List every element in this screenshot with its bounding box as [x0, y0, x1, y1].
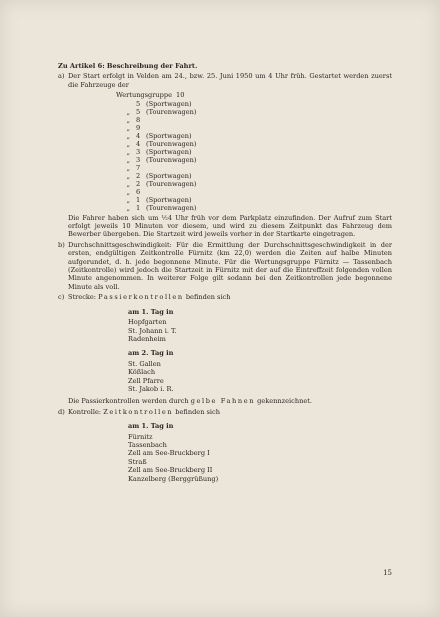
group-row-number: 6	[136, 187, 141, 196]
section-c-note-prefix: Die Passierkontrollen werden durch	[68, 397, 189, 406]
group-list	[58, 100, 392, 212]
group-row-number: 3	[136, 147, 141, 156]
section-a	[58, 72, 392, 89]
group-row	[58, 196, 392, 204]
group-row-ditto: „	[126, 195, 130, 204]
article-heading: Zu Artikel 6: Beschreibung der Fahrt.	[58, 62, 198, 70]
location-item: Tassenbach	[128, 440, 167, 449]
group-row-type: (Sportwagen)	[146, 131, 192, 140]
section-c-note-spaced: gelbe Fahnen	[190, 397, 256, 406]
group-row	[58, 204, 392, 212]
section-c-text	[68, 293, 392, 301]
group-row-number: 7	[136, 163, 141, 172]
group-row	[58, 180, 392, 188]
location-item: Hopfgarten	[128, 318, 167, 327]
location-item: Fürnitz	[128, 432, 153, 441]
section-d-text	[68, 408, 392, 416]
group-row-type: (Sportwagen)	[146, 147, 192, 156]
section-d-spaced: Zeitkontrollen	[103, 407, 174, 416]
group-row-number: 8	[136, 115, 141, 124]
group-row-type: (Tourenwagen)	[146, 203, 197, 212]
section-b-text: Durchschnittsgeschwindigkeit: Für die Ermittlung der Durchschnittsgeschwindigkeit in der ersten, endgültigen Zeitkontrolle Fürnitz (km 22,0) werden die Zeiten auf halbe Minuten aufgerundet, d. h. jede begonnene Minute. Für die Wertungsgruppe Fürnitz — Tassenbach (Zeitkontrolle) wird jedoch die Startzeit in Fürnitz mit der auf die Eintreffzeit folgenden vollen Minute angenommen. In weiterer Folge gilt sodann bei den Zeitkontrollen jede begonnene Minute als voll.	[68, 240, 392, 291]
group-row-number: 2	[136, 171, 141, 180]
section-c-label: c)	[58, 293, 65, 302]
section-c-day2	[58, 349, 392, 393]
group-row	[58, 172, 392, 180]
group-row-ditto: „	[126, 171, 130, 180]
group-row-type: (Sportwagen)	[146, 195, 192, 204]
group-row	[58, 124, 392, 132]
group-row-ditto: „	[126, 107, 130, 116]
section-d-prefix: Kontrolle:	[68, 407, 102, 416]
group-row-ditto: „	[126, 179, 130, 188]
group-row-number: 3	[136, 155, 141, 164]
group-row	[58, 132, 392, 140]
section-c-day1-title: am 1. Tag in	[128, 307, 174, 316]
location-item: Straß	[128, 457, 147, 466]
section-b-label: b)	[58, 240, 65, 249]
group-row-ditto: „	[126, 147, 130, 156]
group-row-type: (Tourenwagen)	[146, 107, 197, 116]
section-c-day2-title: am 2. Tag in	[128, 349, 174, 358]
group-row-number: 2	[136, 179, 141, 188]
location-item: St. Jakob i. R.	[128, 384, 174, 393]
location-item: Kößlach	[128, 368, 156, 377]
group-row-type: (Sportwagen)	[146, 171, 192, 180]
group-row	[58, 148, 392, 156]
group-row-ditto: „	[126, 139, 130, 148]
group-row-number: 5	[136, 99, 141, 108]
section-b	[58, 241, 392, 291]
section-a-label: a)	[58, 72, 65, 81]
group-row-ditto: „	[126, 123, 130, 132]
section-c	[58, 293, 392, 301]
group-row	[58, 100, 392, 108]
group-row-ditto: „	[126, 155, 130, 164]
group-row-ditto: „	[126, 163, 130, 172]
section-c-prefix: Strecke:	[68, 293, 97, 302]
group-row	[58, 188, 392, 196]
group-title	[58, 91, 392, 99]
group-row-type: (Tourenwagen)	[146, 155, 197, 164]
group-row-ditto	[58, 100, 136, 108]
location-item: St. Gallen	[128, 359, 161, 368]
group-row-ditto: „	[126, 115, 130, 124]
section-c-spaced: Passierkontrollen	[98, 293, 184, 302]
section-a-text: Der Start erfolgt in Velden am 24., bzw. 25. Juni 1950 um 4 Uhr früh. Gestartet werden zuerst die Fahrzeuge der	[68, 72, 392, 89]
group-row-type: (Tourenwagen)	[146, 179, 197, 188]
group-row-type: (Sportwagen)	[146, 99, 192, 108]
page-content	[58, 62, 392, 483]
location-item: Kanzelberg (Berggrüßung)	[128, 474, 219, 483]
group-row-number: 4	[136, 139, 141, 148]
section-c-suffix: befinden sich	[185, 293, 231, 302]
group-row-ditto: „	[126, 203, 130, 212]
group-row-number: 1	[136, 195, 141, 204]
section-d-day1-title: am 1. Tag in	[128, 422, 174, 431]
section-a-after-text: Die Fahrer haben sich um ½4 Uhr früh vor dem Parkplatz einzufinden. Der Aufruf zum Start erfolgt jeweils 10 Minuten vor diesem, und wird zu diesem Zeitpunkt das Fahrzeug dem Bewerber übergeben. Die Startzeit wird jeweils vorher in der Startkarte eingetragen.	[68, 213, 392, 239]
group-row	[58, 156, 392, 164]
group-row-type: (Tourenwagen)	[146, 139, 197, 148]
location-item: Zell Pfarre	[128, 376, 164, 385]
group-row-number: 4	[136, 131, 141, 140]
group-row-number: 5	[136, 107, 141, 116]
section-d-day1	[58, 422, 392, 483]
group-row	[58, 116, 392, 124]
location-item: St. Johann i. T.	[128, 326, 177, 335]
group-row	[58, 164, 392, 172]
group-title-label: Wertungsgruppe	[116, 91, 173, 100]
section-c-day1	[58, 308, 392, 344]
group-row-ditto: „	[126, 131, 130, 140]
section-c-note	[58, 397, 392, 405]
section-c-note-suffix: gekennzeichnet.	[257, 397, 312, 406]
section-d-suffix: befinden sich	[175, 407, 220, 416]
group-title-number: 10	[176, 91, 185, 100]
group-row	[58, 108, 392, 116]
page-number: 15	[383, 569, 392, 577]
group-row	[58, 140, 392, 148]
location-item: Zell am See-Bruckberg II	[128, 466, 213, 475]
section-d	[58, 408, 392, 416]
group-row-number: 9	[136, 123, 141, 132]
location-item: Zell am See-Bruckberg I	[128, 449, 210, 458]
group-row-ditto: „	[126, 187, 130, 196]
location-item: Radenheim	[128, 334, 166, 343]
section-d-label: d)	[58, 407, 65, 416]
group-row-number: 1	[136, 203, 141, 212]
